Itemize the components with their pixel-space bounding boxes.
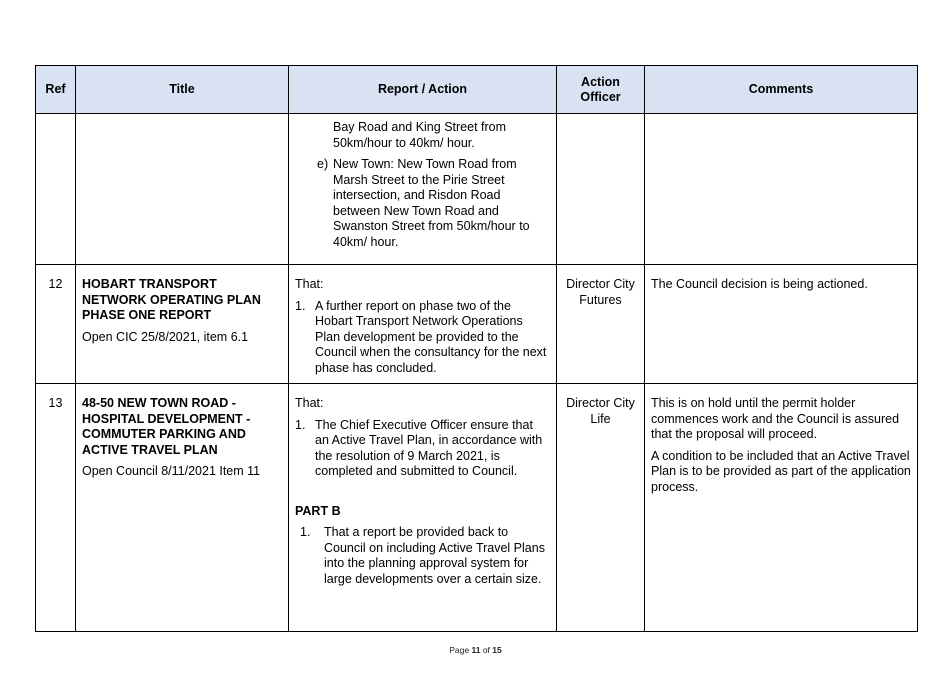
page-footer <box>0 645 951 655</box>
header-title: Title <box>76 66 289 114</box>
report-cell <box>289 384 557 632</box>
meeting-reference: Open CIC 25/8/2021, item 6.1 <box>82 329 249 344</box>
report-cell <box>289 114 557 265</box>
header-action-officer: Action Officer <box>557 66 645 114</box>
comment-text: A condition to be included that an Active Travel Plan is to be provided as part of the application process. <box>651 448 911 494</box>
table-row <box>36 384 918 632</box>
list-item-text: That a report be provided back to Council on including Active Travel Plans into the planning approval system for large developments over a certain size. <box>324 525 545 586</box>
page-label: Page <box>449 645 470 655</box>
page-total: 15 <box>492 645 502 655</box>
title-cell <box>76 265 289 384</box>
officer-cell <box>557 114 645 265</box>
header-ref: Ref <box>36 66 76 114</box>
comments-cell <box>645 384 918 632</box>
header-report-action: Report / Action <box>289 66 557 114</box>
list-item <box>295 299 550 377</box>
table-header-row <box>36 66 918 114</box>
of-label: of <box>482 645 490 655</box>
list-item <box>295 157 550 250</box>
header-comments: Comments <box>645 66 918 114</box>
table-row <box>36 114 918 265</box>
list-marker: 1. <box>295 417 306 432</box>
title-cell <box>76 384 289 632</box>
comments-cell <box>645 114 918 265</box>
meeting-reference: Open Council 8/11/2021 Item 11 <box>82 464 261 478</box>
list-item-text: A further report on phase two of the Hobart Transport Network Operations Plan development be provided to the Council when the consultancy for the next phase has concluded. <box>315 298 547 375</box>
list-item-text: New Town: New Town Road from Marsh Street to the Pirie Street intersection, and Risdon Road between New Town Road and Swanston Street from 50km/hour to 40km/ hour. <box>333 157 530 249</box>
action-table <box>35 65 918 632</box>
officer-cell: Director City Life <box>557 384 645 632</box>
ref-cell: 13 <box>36 384 76 632</box>
list-marker: 1. <box>300 525 311 539</box>
part-b-list <box>295 525 550 587</box>
comment-text: This is on hold until the permit holder commences work and the Council is assured that the proposal will proceed. <box>651 396 900 441</box>
resolution-list <box>295 418 550 480</box>
list-item <box>300 525 550 587</box>
item-title: 48-50 NEW TOWN ROAD - HOSPITAL DEVELOPMENT - COMMUTER PARKING AND ACTIVE TRAVEL PLAN <box>82 396 251 457</box>
ref-cell <box>36 114 76 265</box>
page-number: 11 <box>471 645 481 655</box>
officer-cell: Director City Futures <box>557 265 645 384</box>
list-marker: 1. <box>295 298 306 313</box>
resolution-list <box>295 299 550 377</box>
list-item <box>295 418 550 480</box>
continued-text: Bay Road and King Street from 50km/hour to 40km/ hour. <box>333 120 507 150</box>
title-cell <box>76 114 289 265</box>
comment-text: The Council decision is being actioned. <box>651 277 868 291</box>
ref-cell: 12 <box>36 265 76 384</box>
table-row <box>36 265 918 384</box>
comments-cell <box>645 265 918 384</box>
that-label: That: <box>295 277 324 291</box>
part-b-heading: PART B <box>295 503 341 518</box>
report-cell <box>289 265 557 384</box>
item-title: HOBART TRANSPORT NETWORK OPERATING PLAN PHASE ONE REPORT <box>82 277 261 322</box>
list-marker: e) <box>317 157 329 171</box>
that-label: That: <box>295 396 324 410</box>
list-item-text: The Chief Executive Officer ensure that an Active Travel Plan, in accordance with the resolution of 9 March 2021, is completed and submitted to Council. <box>315 417 543 478</box>
